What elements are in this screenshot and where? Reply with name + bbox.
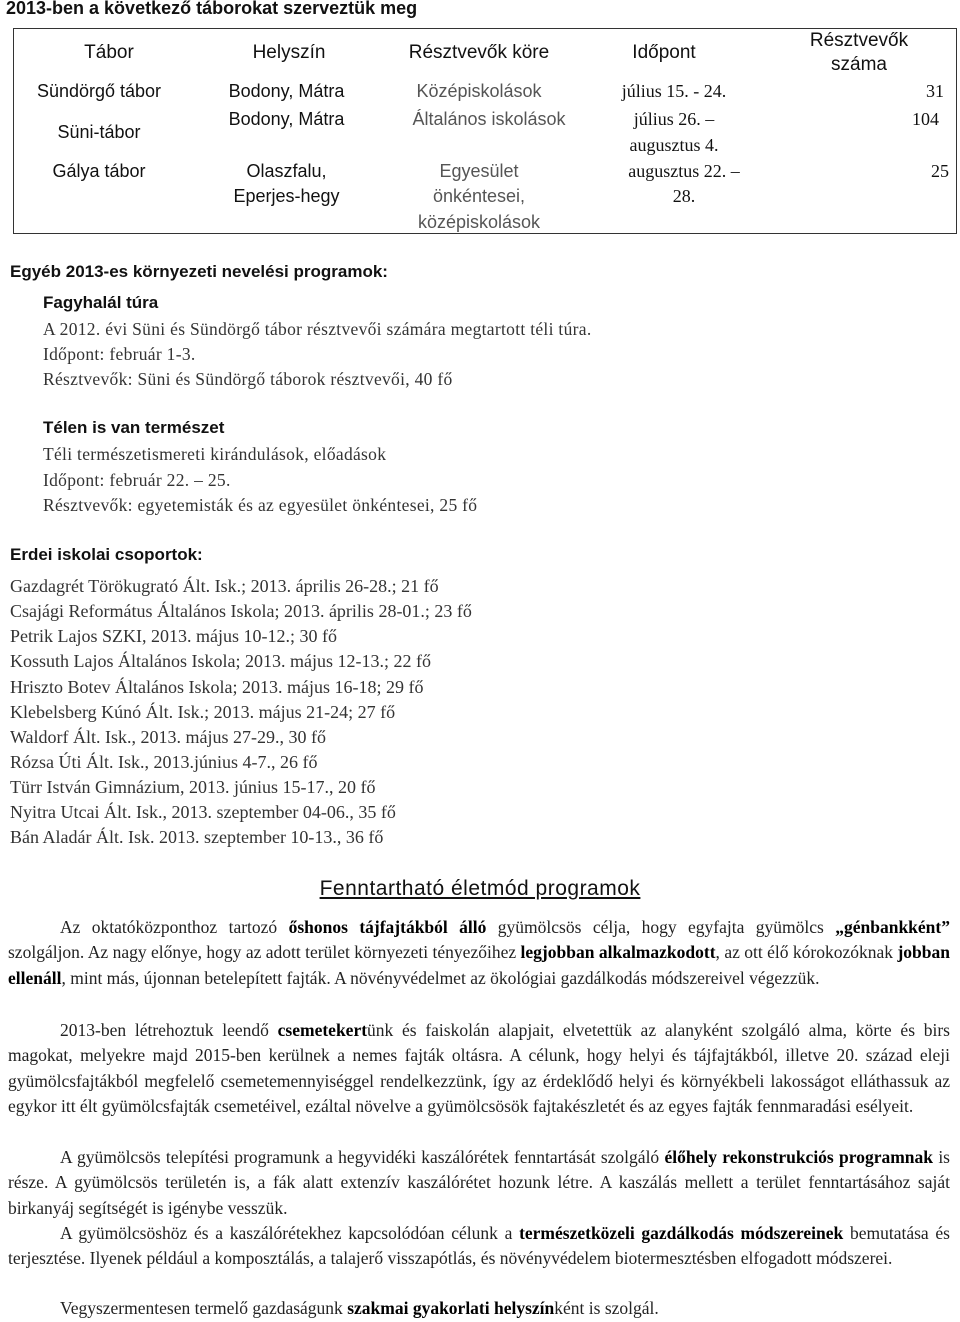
sustainable-section-title: Fenntartható életmód programok: [319, 877, 641, 900]
telen-line: Időpont: február 22. – 25.: [43, 470, 231, 490]
row1-kore: Középiskolások: [416, 81, 542, 101]
sustainable-paragraph-3: A gyümölcsös telepítési programunk a hegyvidéki kaszálórétek fenntartását szolgáló élőhely rekonstrukciós programnak is része. A gyümölcsös területén is, a fák alatt extenzív kaszálórétet hozunk létre. A kaszálás mellett a terület fenntartásához saját birkanyáj segítségét is igénybe vesszük.: [8, 1147, 950, 1218]
telen-line: Téli természetismereti kirándulások, előadások: [43, 444, 387, 464]
row3-idopont-1: augusztus 22. –: [628, 161, 740, 181]
row2-idopont-2: augusztus 4.: [629, 135, 719, 155]
row2-szama: 104: [912, 109, 939, 129]
forest-school-item: Gazdagrét Törökugrató Ált. Isk.; 2013. április 26-28.; 21 fő: [10, 576, 439, 596]
forest-school-item: Klebelsberg Kúnó Ált. Isk.; 2013. május 21-24; 27 fő: [10, 702, 396, 722]
fagyhalal-line: Résztvevők: Süni és Sündörgő táborok résztvevői, 40 fő: [43, 369, 453, 389]
row3-helyszin-1: Olaszfalu,: [246, 161, 327, 181]
row3-kore-2: önkéntesei,: [432, 186, 526, 206]
row1-idopont: július 15. - 24.: [621, 81, 727, 101]
header-szama: száma: [831, 54, 887, 75]
sustainable-paragraph-5: Vegyszermentesen termelő gazdaságunk szakmai gyakorlati helyszínként is szolgál.: [60, 1298, 659, 1318]
sustainable-paragraph-4: A gyümölcsöshöz és a kaszálórétekhez kapcsolódóan célunk a természetközeli gazdálkodás módszereinek bemutatása és terjesztése. Ilyenek például a komposztálás, a talajerő visszapótlás, és növényvédelem biotermesztésben elfogadott módszerei.: [8, 1223, 950, 1269]
header-resztvevok: Résztvevők: [809, 30, 909, 51]
row3-tabor: Gálya tábor: [52, 161, 146, 181]
forest-school-title: Erdei iskolai csoportok:: [10, 545, 203, 564]
telen-title: Télen is van természet: [43, 418, 225, 437]
sustainable-paragraph-2: 2013-ben létrehoztuk leendő csemetekertünk és faiskolán alapjait, elvetettük az alanyként szolgáló alma, körte és birs magokat, melyekre majd 2015-ben kerülnek a nemes fajták oltásra. A célunk, hogy helyi és tájfajtákból, illetve 20. század eleji gyümölcsfajtákból megfelelő csemetemennyiséggel rendelkezzünk, így az érdeklődő helyi és környékbeli lakosságot elláthassuk az egykor itt élt gyümölcsfajták csemetéivel, ezáltal növelve a gyümölcsösök fajtakészletét és az egyes fajták fennmaradási esélyeit.: [8, 1020, 950, 1117]
row3-kore-1: Egyesület: [439, 161, 519, 181]
row3-kore-3: középiskolások: [417, 212, 541, 232]
forest-school-item: Hriszto Botev Általános Iskola; 2013. május 16-18; 29 fő: [10, 677, 424, 697]
row3-helyszin-2: Eperjes-hegy: [233, 186, 340, 206]
row1-szama: 31: [926, 81, 944, 101]
row3-idopont-2: 28.: [672, 186, 696, 206]
forest-school-item: Nyitra Utcai Ált. Isk., 2013. szeptember 04-06., 35 fő: [10, 802, 396, 822]
forest-school-item: Türr István Gimnázium, 2013. június 15-17., 20 fő: [10, 777, 376, 797]
camp-table: [13, 28, 957, 234]
row3-szama: 25: [931, 161, 949, 181]
row2-tabor: Süni-tábor: [57, 122, 141, 142]
header-helyszin: Helyszín: [252, 42, 326, 63]
fagyhalal-line: A 2012. évi Süni és Sündörgő tábor résztvevői számára megtartott téli túra.: [43, 319, 592, 339]
forest-school-item: Csajági Református Általános Iskola; 2013. április 28-01.; 23 fő: [10, 601, 472, 621]
page-heading: 2013-ben a következő táborokat szerveztük meg: [6, 0, 418, 18]
row2-idopont-1: július 26. –: [633, 109, 715, 129]
header-resztvevok-kore: Résztvevők köre: [408, 42, 550, 63]
header-idopont: Időpont: [632, 42, 696, 63]
row2-helyszin: Bodony, Mátra: [228, 109, 345, 129]
forest-school-item: Waldorf Ált. Isk., 2013. május 27-29., 30 fő: [10, 727, 327, 747]
forest-school-item: Rózsa Úti Ált. Isk., 2013.június 4-7., 26 fő: [10, 752, 318, 772]
other-programs-title: Egyéb 2013-es környezeti nevelési programok:: [10, 262, 388, 281]
header-tabor: Tábor: [84, 42, 134, 63]
fagyhalal-line: Időpont: február 1-3.: [43, 344, 196, 364]
telen-line: Résztvevők: egyetemisták és az egyesület önkéntesei, 25 fő: [43, 495, 478, 515]
forest-school-item: Kossuth Lajos Általános Iskola; 2013. május 12-13.; 22 fő: [10, 651, 431, 671]
sustainable-paragraph-1: Az oktatóközponthoz tartozó őshonos tájfajtákból álló gyümölcsös célja, hogy egyfajta gyümölcs „génbankként” szolgáljon. Az nagy előnye, hogy az adott terület környezeti tényezőihez legjobban alkalmazkodott, az ott élő kórokozóknak jobban ellenáll, mint más, újonnan betelepített fajták. A növényvédelmet az ökológiai gazdálkodás módszereivel végezzük.: [8, 917, 950, 988]
forest-school-item: Petrik Lajos SZKI, 2013. május 10-12.; 30 fő: [10, 626, 337, 646]
forest-school-item: Bán Aladár Ált. Isk. 2013. szeptember 10-13., 36 fő: [10, 827, 384, 847]
row1-helyszin: Bodony, Mátra: [228, 81, 345, 101]
row2-kore: Általános iskolások: [412, 109, 566, 129]
fagyhalal-title: Fagyhalál túra: [43, 293, 159, 312]
row1-tabor: Sündörgő tábor: [36, 81, 162, 101]
